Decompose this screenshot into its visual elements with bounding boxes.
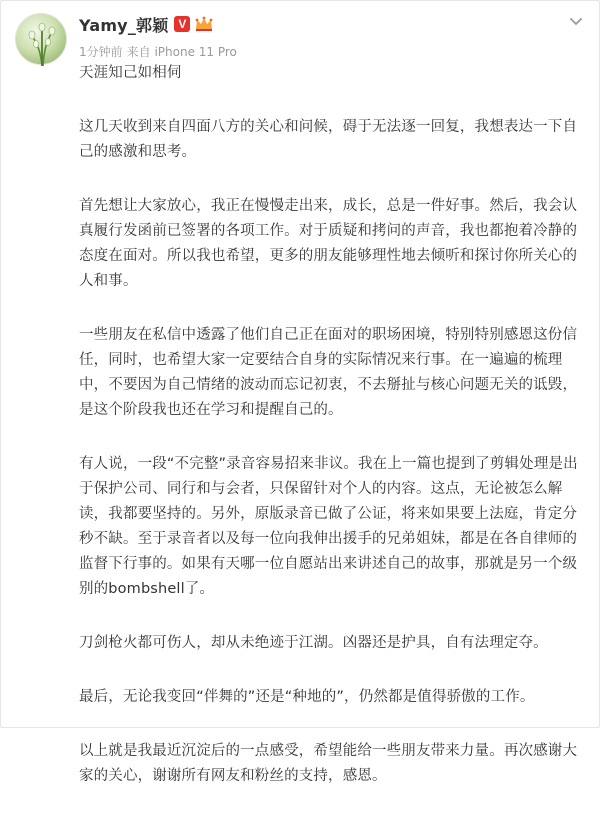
post-paragraph: 一些朋友在私信中透露了他们自己正在面对的职场困境，特别特别感恩这份信任，同时，也希望大家一定要结合自身的实际情况来行事。在一遍遍的梳理中，不要因为自己情绪的波动而忘记初衷，不去掰扯与核心问题无关的诋毁，是这个阶段我也还在学习和提醒自己的。 [79,327,578,418]
post-source: 来自 iPhone 11 Pro [126,45,237,59]
post-paragraph: 最后，无论我变回“伴舞的”还是“种地的”，仍然都是值得骄傲的工作。 [79,689,535,705]
user-name[interactable]: Yamy_郭颖 [79,15,169,35]
post-paragraph: 这几天收到来自四面八方的关心和问候，碍于无法逐一回复，我想表达一下自己的感激和思考。 [79,119,578,160]
post-meta [79,43,237,60]
avatar[interactable] [15,13,67,65]
user-name-row [79,13,214,35]
chevron-down-icon[interactable] [567,13,585,31]
post-content [79,61,589,818]
crown-member-icon[interactable] [194,16,214,32]
post-paragraph: 以上就是我最近沉淀后的一点感受，希望能给一些朋友带来力量。再次感谢大家的关心，谢谢所有网友和粉丝的支持，感恩。 [79,743,578,784]
post-title: 天涯知己如相伺 [79,65,182,81]
avatar-image [16,14,68,66]
post-paragraph: 有人说，一段“不完整”录音容易招来非议。我在上一篇也提到了剪辑处理是出于保护公司、同行和与会者，只保留针对个人的内容。这点，无论被怎么解读，我都要坚持的。另外，原版录音已做了公证，将来如果要上法庭，肯定分秒不缺。至于录音者以及每一位向我伸出援手的兄弟姐妹，都是在各自律师的监督下行事的。如果有天哪一位自愿站出来讲述自己的故事，那就是另一个级别的bombshell了。 [79,456,578,597]
verified-badge[interactable]: V [174,16,190,32]
post-paragraph: 首先想让大家放心，我正在慢慢走出来，成长，总是一件好事。然后，我会认真履行发函前已签署的各项工作。对于质疑和拷问的声音，我也都抱着冷静的态度在面对。所以我也希望，更多的朋友能够理性地去倾听和探讨你所关心的人和事。 [79,198,578,289]
post-time[interactable]: 1分钟前 [79,45,123,59]
post-paragraph: 刀剑枪火都可伤人，却从未绝迹于江湖。凶器还是护具，自有法理定夺。 [79,635,548,651]
